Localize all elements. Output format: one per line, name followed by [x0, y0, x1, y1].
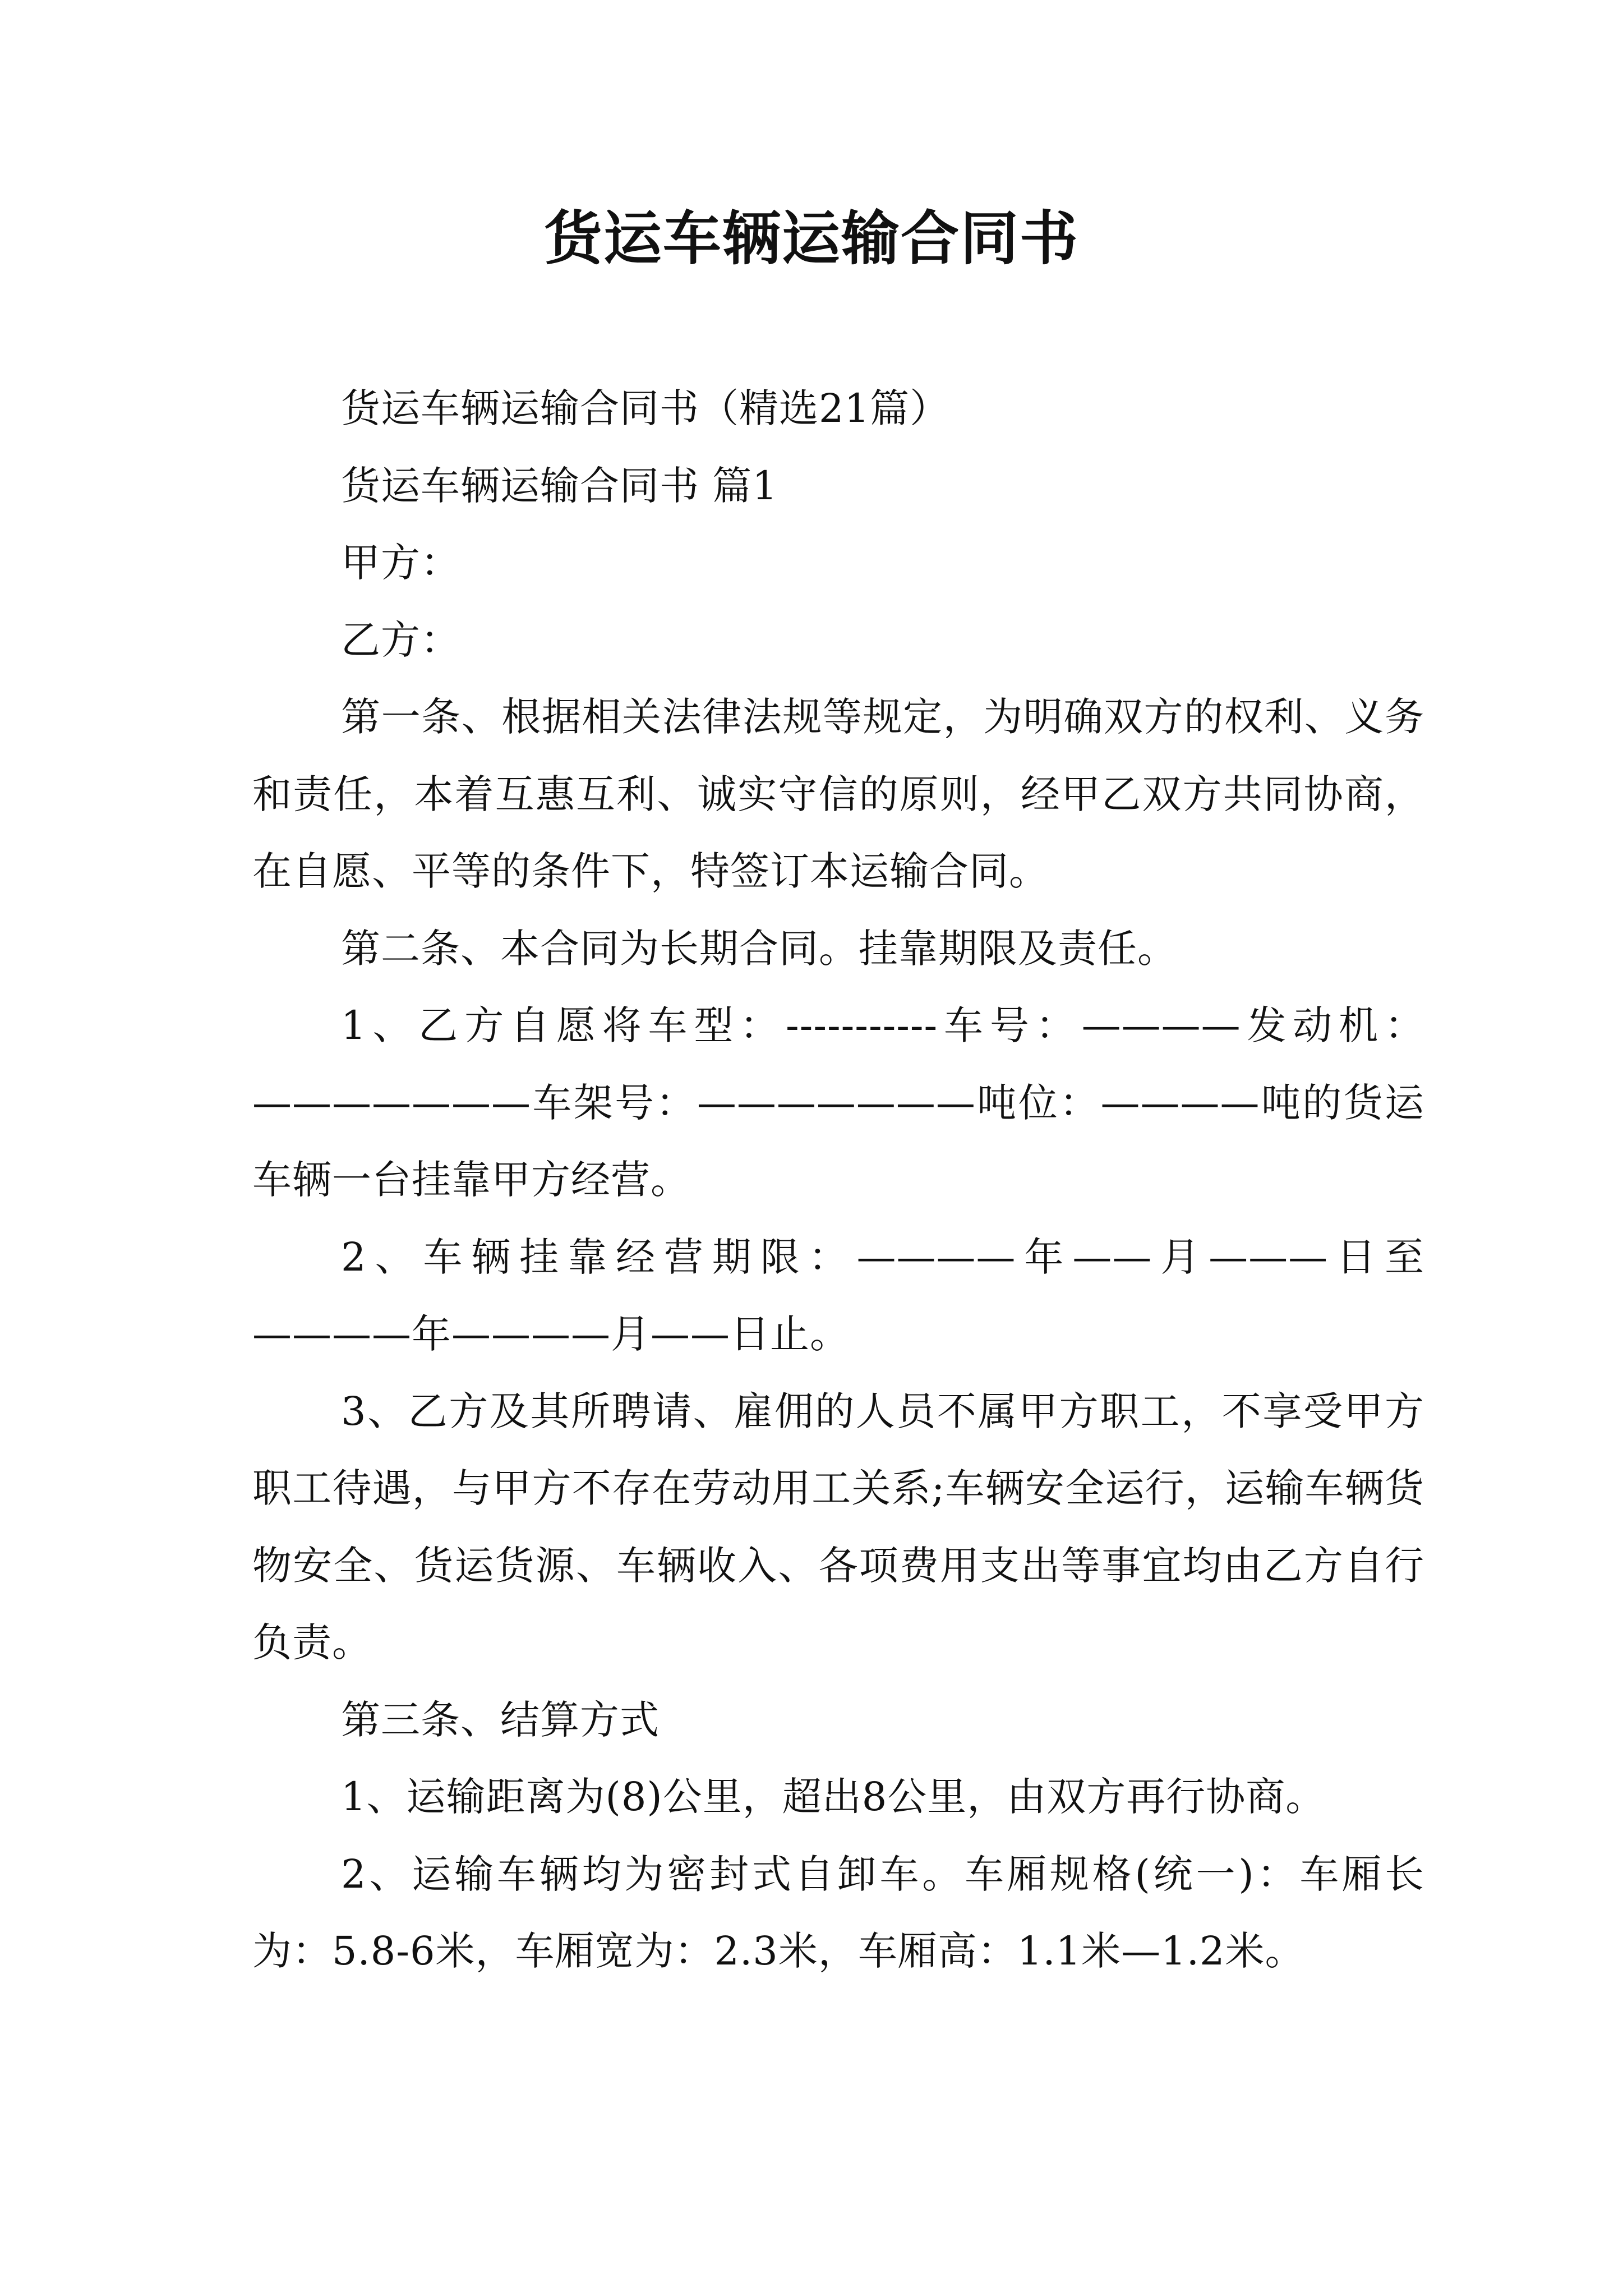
document-subtitle: 货运车辆运输合同书（精选21篇）: [341, 385, 950, 431]
article-3-clause-2: 2、运输车辆均为密封式自卸车。车厢规格(统一)：车厢长为：5.8-6米，车厢宽为：2.3米，车厢高：1.1米—1.2米。: [252, 1851, 1424, 1974]
section-heading: 货运车辆运输合同书 篇1: [341, 462, 778, 509]
article-2-clause-1: 1、乙方自愿将车型：-----------车号：————发动机：———————车架号：———————吨位：————吨的货运车辆一台挂靠甲方经营。: [252, 1002, 1424, 1203]
article-3-heading: 第三条、结算方式: [341, 1696, 660, 1743]
party-b-line: 乙方：: [341, 616, 460, 663]
party-a-line: 甲方：: [341, 540, 460, 586]
article-3-clause-1: 1、运输距离为(8)公里，超出8公里，由双方再行协商。: [341, 1774, 1326, 1820]
article-2-clause-2: 2、车辆挂靠经营期限：————年——月———日至————年————月——日止。: [252, 1234, 1424, 1357]
document-title: 货运车辆运输合同书: [543, 204, 1079, 273]
article-2-heading: 第二条、本合同为长期合同。挂靠期限及责任。: [341, 925, 1177, 972]
document-body: [252, 370, 1424, 1990]
article-2-clause-3: 3、乙方及其所聘请、雇佣的人员不属甲方职工，不享受甲方职工待遇，与甲方不存在劳动用工关系;车辆安全运行，运输车辆货物安全、货运货源、车辆收入、各项费用支出等事宜均由乙方自行负责。: [252, 1388, 1424, 1665]
article-1: 第一条、根据相关法律法规等规定，为明确双方的权利、义务和责任，本着互惠互利、诚实守信的原则，经甲乙双方共同协商，在自愿、平等的条件下，特签订本运输合同。: [252, 694, 1424, 894]
